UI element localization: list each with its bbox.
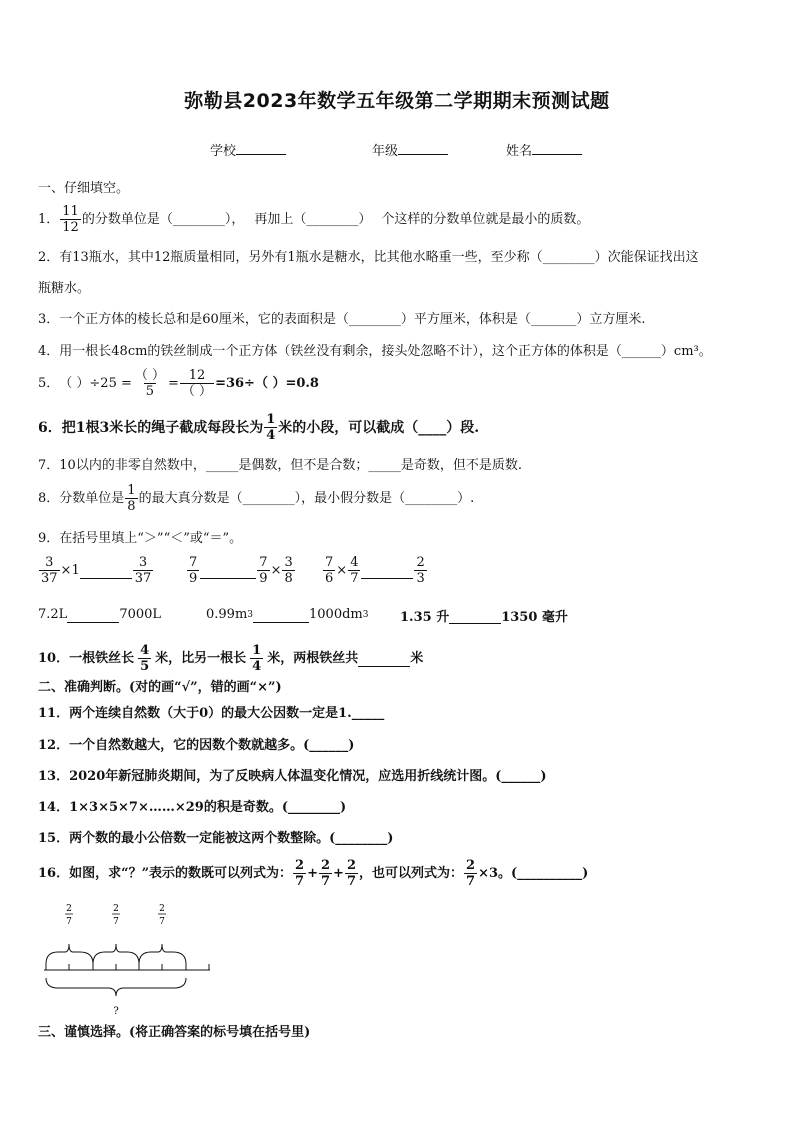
question-11: 11．两个连续自然数（大于0）的最大公因数一定是1._____ [38, 706, 385, 721]
q8-f-num: 1 [127, 483, 136, 498]
diagram-label-1-num: 2 [66, 904, 72, 914]
q1-text-b: 再加上（________） [254, 211, 372, 227]
q10-fraction-2 [250, 643, 263, 674]
diagram-label-2-num: 2 [113, 904, 119, 914]
q9-i2-frac-b [257, 555, 269, 586]
q5-f1-num: （ ） [134, 368, 166, 383]
question-1 [38, 204, 589, 235]
q16-frac-1 [293, 858, 306, 889]
question-13: 13．2020年新冠肺炎期间，为了反映病人体温变化情况，应选用折线统计图。(______) [38, 769, 547, 784]
brace-bottom [46, 978, 186, 996]
q5-f1-den: 5 [145, 384, 155, 399]
q8-fraction [125, 483, 137, 514]
frac-den: 7 [346, 874, 356, 889]
frac-num: 3 [138, 555, 148, 570]
diagram-label-1-den: 7 [66, 917, 72, 927]
q10-text-a: 10．一根铁丝长 [38, 650, 135, 666]
q8-text-a: 8．分数单位是 [38, 490, 125, 506]
frac-den: 7 [295, 874, 305, 889]
q9-item-6 [400, 606, 568, 625]
name-blank[interactable] [532, 140, 582, 155]
q9-item-2 [186, 555, 296, 586]
q9-item-5 [206, 606, 368, 623]
school-blank[interactable] [236, 140, 286, 155]
frac-num: 1 [252, 643, 262, 658]
q16-plus-2: + [333, 865, 344, 881]
section-3-heading: 三、谨慎选择。(将正确答案的标号填在括号里) [38, 1025, 311, 1040]
question-6 [38, 412, 479, 443]
question-7: 7．10以内的非零自然数中，_____是偶数，但不是合数；_____是奇数，但不是质数. [38, 458, 522, 473]
q9-i4-b: 7000L [119, 607, 162, 622]
q10-fraction-1 [138, 643, 151, 674]
q9-i3-op: × [336, 563, 348, 578]
q9-i5-b-sup: 3 [362, 609, 369, 620]
q16-plus-1: + [307, 865, 318, 881]
question-10 [38, 643, 423, 674]
q9-item-1 [38, 555, 154, 586]
diagram-label-2-den: 7 [113, 917, 119, 927]
q16-text-a: 16．如图，求“？”表示的数既可以列式为： [38, 865, 293, 881]
section-1-heading: 一、仔细填空。 [38, 181, 130, 196]
q9-i2-blank[interactable] [200, 562, 256, 579]
question-9: 9．在括号里填上“＞”“＜”或“＝”。 [38, 531, 243, 546]
frac-num: 3 [45, 555, 54, 570]
q1-number: 1． [38, 211, 60, 227]
q5-fraction-1 [133, 368, 167, 399]
frac-den: 7 [350, 571, 359, 586]
q8-text-b: 的最大真分数是（________），最小假分数是（________）. [138, 490, 475, 506]
q16-text-c: ×3。(__________) [478, 865, 589, 881]
name-field [506, 140, 582, 159]
frac-den: 6 [325, 571, 334, 586]
q9-i1-op: ×1 [60, 563, 80, 578]
q1-frac-den: 12 [62, 220, 79, 235]
q9-i3-frac-c [414, 555, 426, 586]
q10-blank[interactable] [358, 650, 410, 667]
frac-num: 2 [295, 858, 305, 873]
q5-f2-num: 12 [188, 368, 206, 383]
q6-f-den: 4 [266, 428, 276, 443]
diagram-label-3-num: 2 [159, 904, 165, 914]
q5-fraction-2 [180, 368, 214, 399]
frac-den: 9 [189, 571, 198, 586]
question-8 [38, 483, 474, 514]
frac-den: 37 [41, 571, 58, 586]
q9-i3-frac-a [323, 555, 335, 586]
brace-top-3 [139, 944, 186, 964]
frac-num: 7 [189, 555, 198, 570]
q5-f2-den: （ ） [181, 384, 213, 399]
q5-equals: = [168, 375, 179, 391]
q6-f-num: 1 [266, 412, 276, 427]
frac-num: 3 [284, 555, 293, 570]
question-15: 15．两个数的最小公倍数一定能被这两个数整除。(________) [38, 831, 394, 846]
question-4: 4．用一根长48cm的铁丝制成一个正方体（铁丝没有剩余，接头处忽略不计），这个正方体的体积是（______）cm³。 [38, 344, 712, 359]
q9-item-4 [38, 606, 161, 623]
q8-f-den: 8 [127, 499, 136, 514]
frac-num: 2 [466, 858, 476, 873]
frac-den: 9 [259, 571, 268, 586]
frac-num: 7 [259, 555, 268, 570]
frac-den: 3 [416, 571, 425, 586]
question-12: 12．一个自然数越大，它的因数个数就越多。(______) [38, 738, 355, 753]
q9-i1-frac-a [39, 555, 60, 586]
frac-num: 4 [350, 555, 359, 570]
q16-frac-4 [464, 858, 477, 889]
q9-i1-blank[interactable] [80, 562, 132, 579]
q9-i1-frac-b [133, 555, 154, 586]
number-line-diagram [38, 900, 218, 1020]
frac-den: 5 [140, 659, 150, 674]
q6-text-a: 6．把1根3米长的绳子截成每段长为 [38, 419, 264, 436]
q5-text-b: =36÷（ ）=0.8 [215, 375, 319, 391]
frac-num: 2 [321, 858, 331, 873]
q9-i6-b: 1350 毫升 [501, 610, 568, 625]
question-5 [38, 368, 319, 399]
q5-number: 5． [38, 375, 60, 391]
frac-den: 37 [134, 571, 152, 586]
q9-i5-a-sup: 3 [247, 609, 254, 620]
q16-text-b: ，也可以列式为： [359, 865, 464, 881]
frac-num: 2 [416, 555, 425, 570]
name-label: 姓名 [506, 144, 533, 159]
q9-i2-frac-a [187, 555, 199, 586]
frac-den: 7 [466, 874, 476, 889]
q6-fraction [264, 412, 277, 443]
question-2-line-2: 瓶糖水。 [38, 281, 91, 296]
diagram-question-mark: ? [113, 1006, 119, 1017]
q9-i3-frac-b [348, 555, 360, 586]
q9-i4-a: 7.2L [38, 607, 68, 622]
frac-den: 8 [284, 571, 293, 586]
q9-item-3 [322, 555, 428, 586]
q9-i2-frac-c [282, 555, 294, 586]
q9-i6-blank[interactable] [449, 607, 501, 624]
frac-num: 2 [346, 858, 356, 873]
q9-i6-a: 1.35 升 [400, 610, 450, 625]
q9-i5-b: 1000dm [309, 607, 363, 622]
q9-i5-blank[interactable] [253, 606, 309, 623]
brace-top-2 [93, 944, 139, 964]
grade-label: 年级 [372, 144, 399, 159]
frac-num: 7 [325, 555, 334, 570]
diagram-label-3-den: 7 [159, 917, 165, 927]
question-14: 14．1×3×5×7×……×29的积是奇数。(________) [38, 800, 347, 815]
number-line-ticks [46, 964, 209, 970]
q1-text-a: 的分数单位是（________）， [81, 211, 245, 227]
question-3: 3．一个正方体的棱长总和是60厘米，它的表面积是（________）平方厘米，体积是（_______）立方厘米. [38, 312, 646, 327]
grade-field [372, 140, 448, 159]
q9-i5-a: 0.99m [206, 607, 248, 622]
q1-text-c: 个这样的分数单位就是最小的质数。 [381, 211, 590, 227]
frac-den: 4 [252, 659, 262, 674]
question-2-line-1: 2．有13瓶水，其中12瓶质量相同，另外有1瓶水是糖水，比其他水略重一些，至少称（________）次能保证找出这 [38, 250, 699, 265]
q16-frac-2 [319, 858, 332, 889]
brace-top-1 [46, 944, 93, 964]
q6-text-b: 米的小段，可以截成（____）段. [278, 419, 480, 436]
grade-blank[interactable] [398, 140, 448, 155]
school-label: 学校 [210, 144, 237, 159]
frac-num: 4 [140, 643, 150, 658]
q10-text-c: 米，两根铁丝共 [267, 650, 359, 666]
q5-text-a: （ ）÷25 = [59, 375, 132, 391]
q10-text-d: 米 [410, 650, 424, 666]
frac-den: 7 [321, 874, 331, 889]
section-2-heading: 二、准确判断。(对的画“√”，错的画“×”) [38, 680, 282, 695]
q9-i2-op: × [270, 563, 282, 578]
q1-frac-num: 11 [62, 204, 79, 219]
question-16 [38, 858, 588, 889]
page-title: 弥勒县2023年数学五年级第二学期期末预测试题 [184, 90, 610, 112]
q10-text-b: 米，比另一根长 [155, 650, 247, 666]
q9-i3-blank[interactable] [361, 562, 413, 579]
school-field [210, 140, 286, 159]
q1-fraction [60, 204, 81, 235]
q9-i4-blank[interactable] [67, 606, 119, 623]
q16-frac-3 [345, 858, 358, 889]
